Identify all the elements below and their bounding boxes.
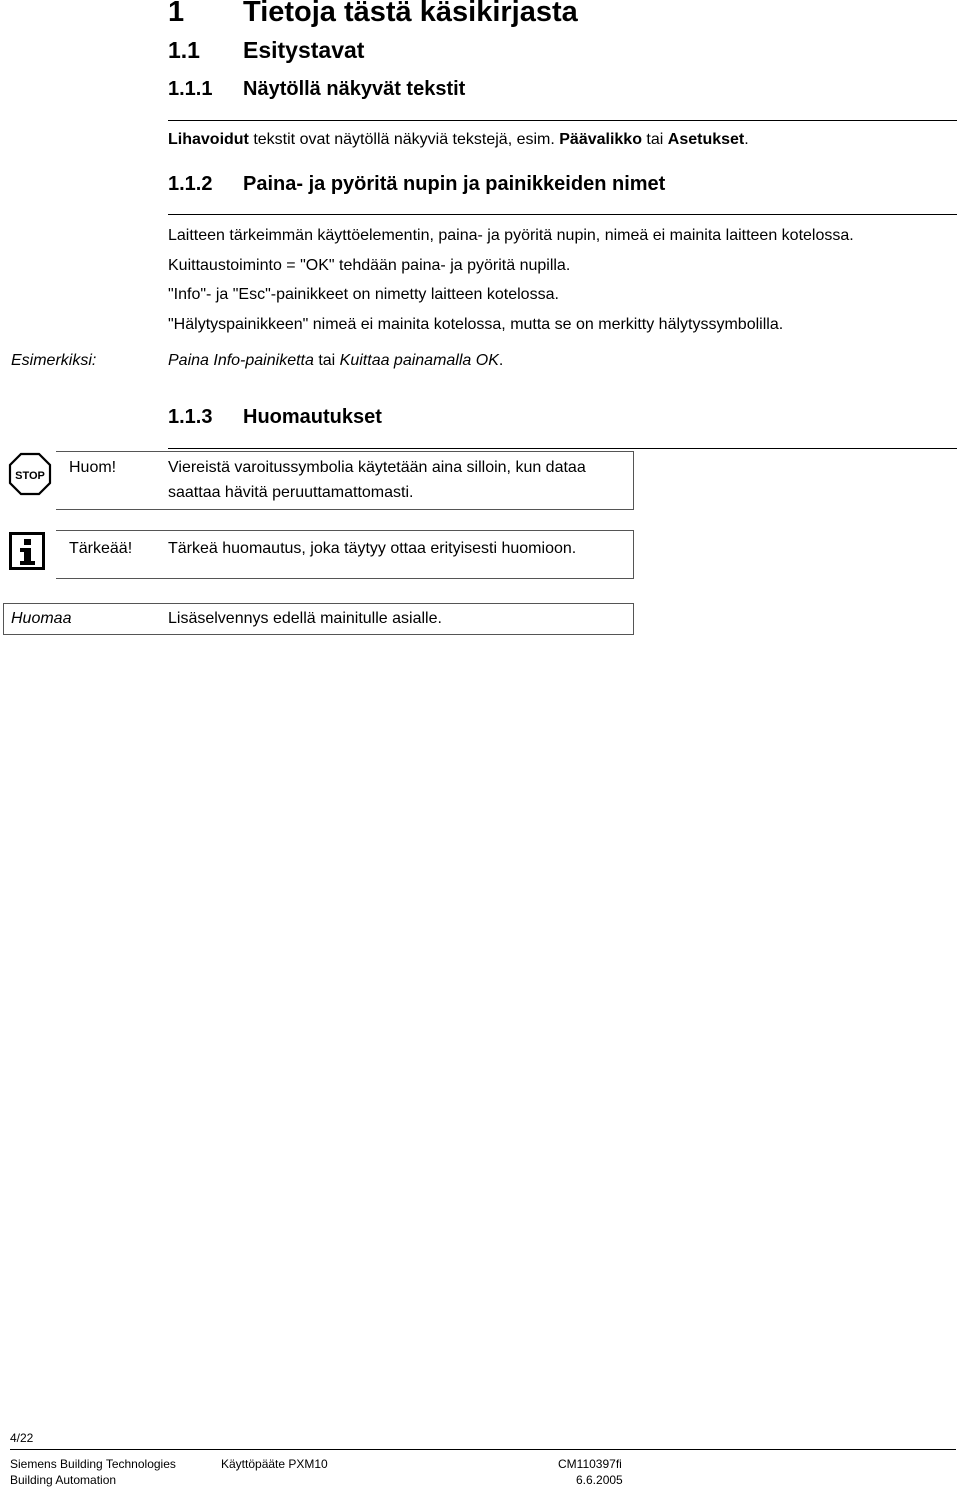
- page-number: 4/22: [10, 1431, 34, 1445]
- footer-rule: [10, 1449, 956, 1450]
- section-1-1-1-text: [168, 131, 749, 149]
- footer-product: Käyttöpääte PXM10: [221, 1457, 328, 1471]
- example-text: [168, 352, 503, 370]
- heading-1-1-1: [168, 78, 465, 101]
- footer-division: Building Automation: [10, 1473, 117, 1487]
- heading-1-1: [168, 37, 364, 64]
- heading-number: 1.1: [168, 37, 200, 63]
- heading-title: Tietoja tästä käsikirjasta: [243, 0, 578, 28]
- plain-text: .: [498, 352, 504, 369]
- italic-text: Kuittaa painamalla OK: [339, 352, 499, 369]
- note-text-line: Viereistä varoitussymbolia käytetään aina silloin, kun dataa: [168, 459, 586, 476]
- plain-text: tai: [313, 352, 340, 369]
- note-label-remark: Huomaa: [11, 610, 72, 627]
- bold-text: Päävalikko: [559, 131, 642, 148]
- footer-doc-id: CM110397fi: [558, 1457, 622, 1471]
- heading-rule: [168, 214, 957, 215]
- heading-title: Näytöllä näkyvät tekstit: [243, 78, 466, 100]
- plain-text: tai: [641, 131, 668, 148]
- note-label-important: Tärkeää!: [69, 540, 133, 557]
- plain-text: .: [744, 131, 749, 148]
- heading-1-1-2: [168, 173, 665, 196]
- note-text: Lisäselvennys edellä mainitulle asialle.: [168, 610, 442, 627]
- heading-1: [168, 0, 578, 29]
- heading-rule: [168, 120, 957, 121]
- paragraph-line: "Hälytyspainikkeen" nimeä ei mainita kotelossa, mutta se on merkitty hälytyssymbolilla.: [168, 316, 784, 333]
- heading-title: Paina- ja pyöritä nupin ja painikkeiden nimet: [243, 173, 666, 195]
- italic-text: Paina Info-painiketta: [168, 352, 314, 369]
- footer-company: Siemens Building Technologies: [10, 1457, 176, 1471]
- heading-title: Huomautukset: [243, 406, 382, 428]
- heading-rule: [168, 448, 957, 449]
- stop-icon-text: STOP: [15, 470, 45, 482]
- footer-date: 6.6.2005: [576, 1473, 623, 1487]
- note-text: Tärkeä huomautus, joka täytyy ottaa erityisesti huomioon.: [168, 540, 577, 557]
- heading-number: 1.1.2: [168, 173, 213, 195]
- stop-icon: [8, 452, 52, 496]
- note-text-line: saattaa hävitä peruuttamattomasti.: [168, 484, 414, 501]
- example-label: Esimerkiksi:: [11, 352, 97, 369]
- info-icon: [9, 532, 45, 570]
- bold-text: Lihavoidut: [168, 131, 249, 148]
- paragraph-line: "Info"- ja "Esc"-painikkeet on nimetty laitteen kotelossa.: [168, 286, 559, 303]
- heading-number: 1.1.1: [168, 78, 213, 100]
- heading-title: Esitystavat: [243, 37, 365, 63]
- paragraph-line: Laitteen tärkeimmän käyttöelementin, paina- ja pyöritä nupin, nimeä ei mainita laitteen kotelossa.: [168, 227, 854, 244]
- bold-text: Asetukset: [667, 131, 745, 148]
- heading-number: 1.1.3: [168, 406, 213, 428]
- note-label-stop: Huom!: [69, 459, 117, 476]
- heading-1-1-3: [168, 406, 382, 429]
- plain-text: tekstit ovat näytöllä näkyviä tekstejä, esim.: [248, 131, 560, 148]
- heading-number: 1: [168, 0, 185, 28]
- paragraph-line: Kuittaustoiminto = "OK" tehdään paina- ja pyöritä nupilla.: [168, 257, 571, 274]
